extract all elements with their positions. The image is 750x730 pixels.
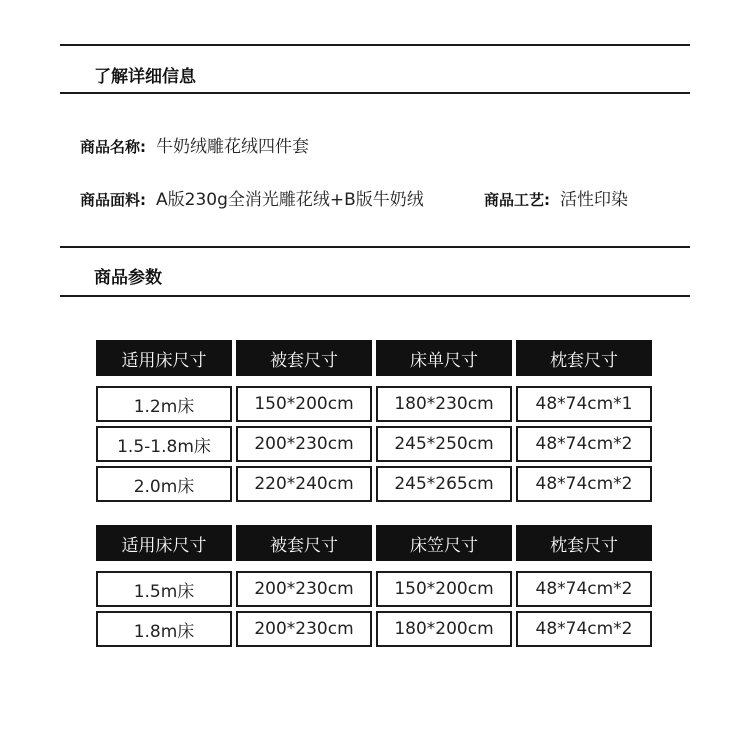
table-cell: 1.5-1.8m床 <box>96 426 232 462</box>
details-section-title: 了解详细信息 <box>94 67 196 87</box>
table-cell: 200*230cm <box>236 571 372 607</box>
product-craft-value: 活性印染 <box>560 190 628 210</box>
table-row <box>96 611 652 647</box>
product-fabric-value: A版230g全消光雕花绒+B版牛奶绒 <box>156 190 424 210</box>
table-cell: 180*230cm <box>376 386 512 422</box>
table-cell: 2.0m床 <box>96 466 232 502</box>
table-cell: 200*230cm <box>236 426 372 462</box>
table-cell: 150*200cm <box>376 571 512 607</box>
table-cell: 180*200cm <box>376 611 512 647</box>
product-name-label: 商品名称: <box>80 138 146 156</box>
table-cell: 200*230cm <box>236 611 372 647</box>
table-header-cell: 枕套尺寸 <box>516 340 652 376</box>
product-name-value: 牛奶绒雕花绒四件套 <box>156 137 309 157</box>
table-row <box>96 386 652 422</box>
table-header-cell: 被套尺寸 <box>236 340 372 376</box>
params-divider <box>60 295 690 297</box>
table-cell: 48*74cm*2 <box>516 611 652 647</box>
size-table-2 <box>96 525 652 651</box>
product-craft-label: 商品工艺: <box>484 191 550 209</box>
table-header-cell: 床笠尺寸 <box>376 525 512 561</box>
table-header-cell: 适用床尺寸 <box>96 340 232 376</box>
table-cell: 1.2m床 <box>96 386 232 422</box>
product-fabric-row <box>80 185 424 210</box>
product-fabric-label: 商品面料: <box>80 191 146 209</box>
table-cell: 245*250cm <box>376 426 512 462</box>
details-divider <box>60 92 690 94</box>
table-header-cell: 枕套尺寸 <box>516 525 652 561</box>
table-cell: 48*74cm*2 <box>516 466 652 502</box>
table-cell: 150*200cm <box>236 386 372 422</box>
table-header-row <box>96 340 652 376</box>
product-name-row <box>80 132 309 157</box>
size-table-1 <box>96 340 652 506</box>
top-divider <box>60 44 690 46</box>
table-cell: 48*74cm*2 <box>516 571 652 607</box>
table-row <box>96 426 652 462</box>
table-cell: 48*74cm*1 <box>516 386 652 422</box>
table-row <box>96 466 652 502</box>
table-cell: 1.5m床 <box>96 571 232 607</box>
params-top-divider <box>60 246 690 248</box>
table-row <box>96 571 652 607</box>
table-header-cell: 适用床尺寸 <box>96 525 232 561</box>
table-cell: 220*240cm <box>236 466 372 502</box>
table-cell: 1.8m床 <box>96 611 232 647</box>
table-cell: 245*265cm <box>376 466 512 502</box>
table-header-cell: 被套尺寸 <box>236 525 372 561</box>
table-header-cell: 床单尺寸 <box>376 340 512 376</box>
table-cell: 48*74cm*2 <box>516 426 652 462</box>
table-header-row <box>96 525 652 561</box>
params-section-title: 商品参数 <box>94 268 162 288</box>
product-craft-row <box>484 185 628 210</box>
